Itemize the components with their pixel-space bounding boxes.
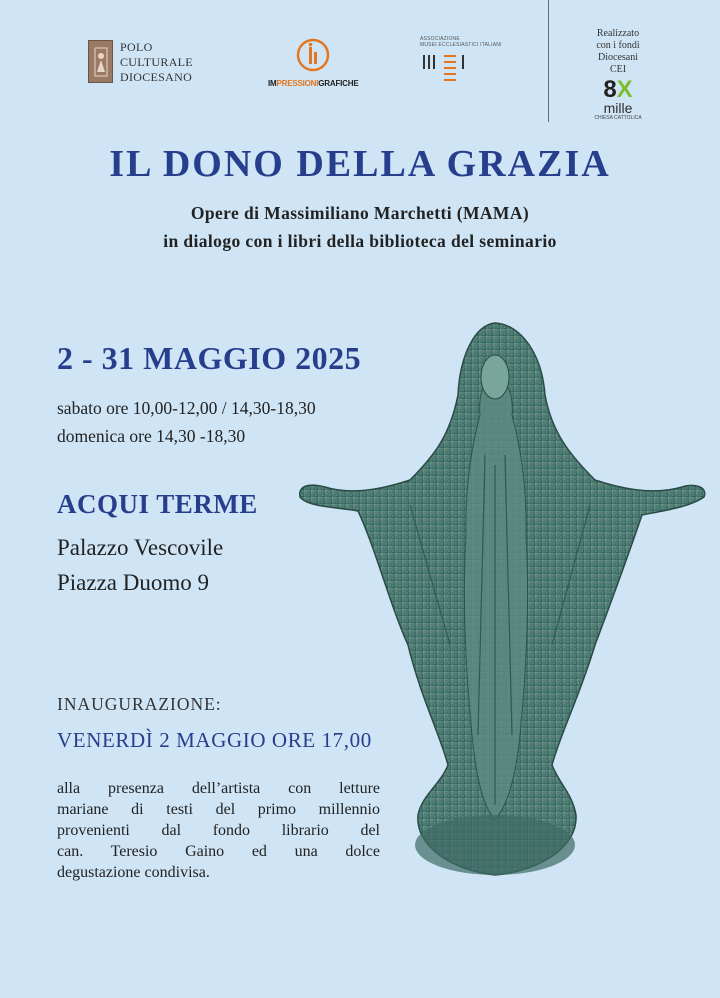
description-line: can. Teresio Gaino ed una dolce (57, 843, 380, 860)
polo-culturale-logo (88, 40, 193, 85)
location-city: ACQUI TERME (57, 489, 258, 519)
description-line: alla presenza dell’artista con letture (57, 780, 380, 797)
location-building: Palazzo Vescovile (57, 535, 224, 560)
impressioni-grafiche-logo (268, 38, 358, 88)
hours-saturday: sabato ore 10,00-12,00 / 14,30-18,30 (57, 398, 316, 418)
inauguration-description (57, 778, 380, 883)
hours-sunday: domenica ore 14,30 -18,30 (57, 426, 246, 446)
seal-icon (88, 40, 113, 83)
inauguration-label: INAUGURAZIONE: (57, 694, 222, 714)
exhibition-dates: 2 - 31 MAGGIO 2025 (57, 340, 362, 376)
description-line: mariane di testi del primo millennio (57, 801, 380, 818)
description-line: provenienti dal fondo librario del (57, 822, 380, 839)
otto-mark: 8X (603, 76, 633, 103)
subtitle-line-2: in dialogo con i libri della biblioteca del seminario (163, 231, 557, 251)
description-line: degustazione condivisa. (57, 864, 210, 881)
amei-mark-icon (420, 51, 480, 85)
impressioni-wordmark: IMPRESSIONIGRAFICHE (268, 79, 359, 88)
polo-logo-text: POLO CULTURALE DIOCESANO (120, 40, 193, 84)
logo-divider (548, 0, 549, 122)
inauguration-datetime: VENERDÌ 2 MAGGIO ORE 17,00 (57, 728, 372, 752)
musei-ecclesiastici-logo: ASSOCIAZIONE MUSEI ECCLESIASTICI ITALIANI (420, 36, 510, 90)
location-address: Piazza Duomo 9 (57, 570, 210, 595)
exhibition-title: IL DONO DELLA GRAZIA (109, 143, 611, 185)
impressioni-mark-icon (296, 38, 330, 72)
otto-per-mille-logo: Realizzato con i fondi Diocesani CEI 8X mille CHIESA CATTOLICA (588, 28, 648, 121)
subtitle-line-1: Opere di Massimiliano Marchetti (MAMA) (190, 203, 530, 223)
